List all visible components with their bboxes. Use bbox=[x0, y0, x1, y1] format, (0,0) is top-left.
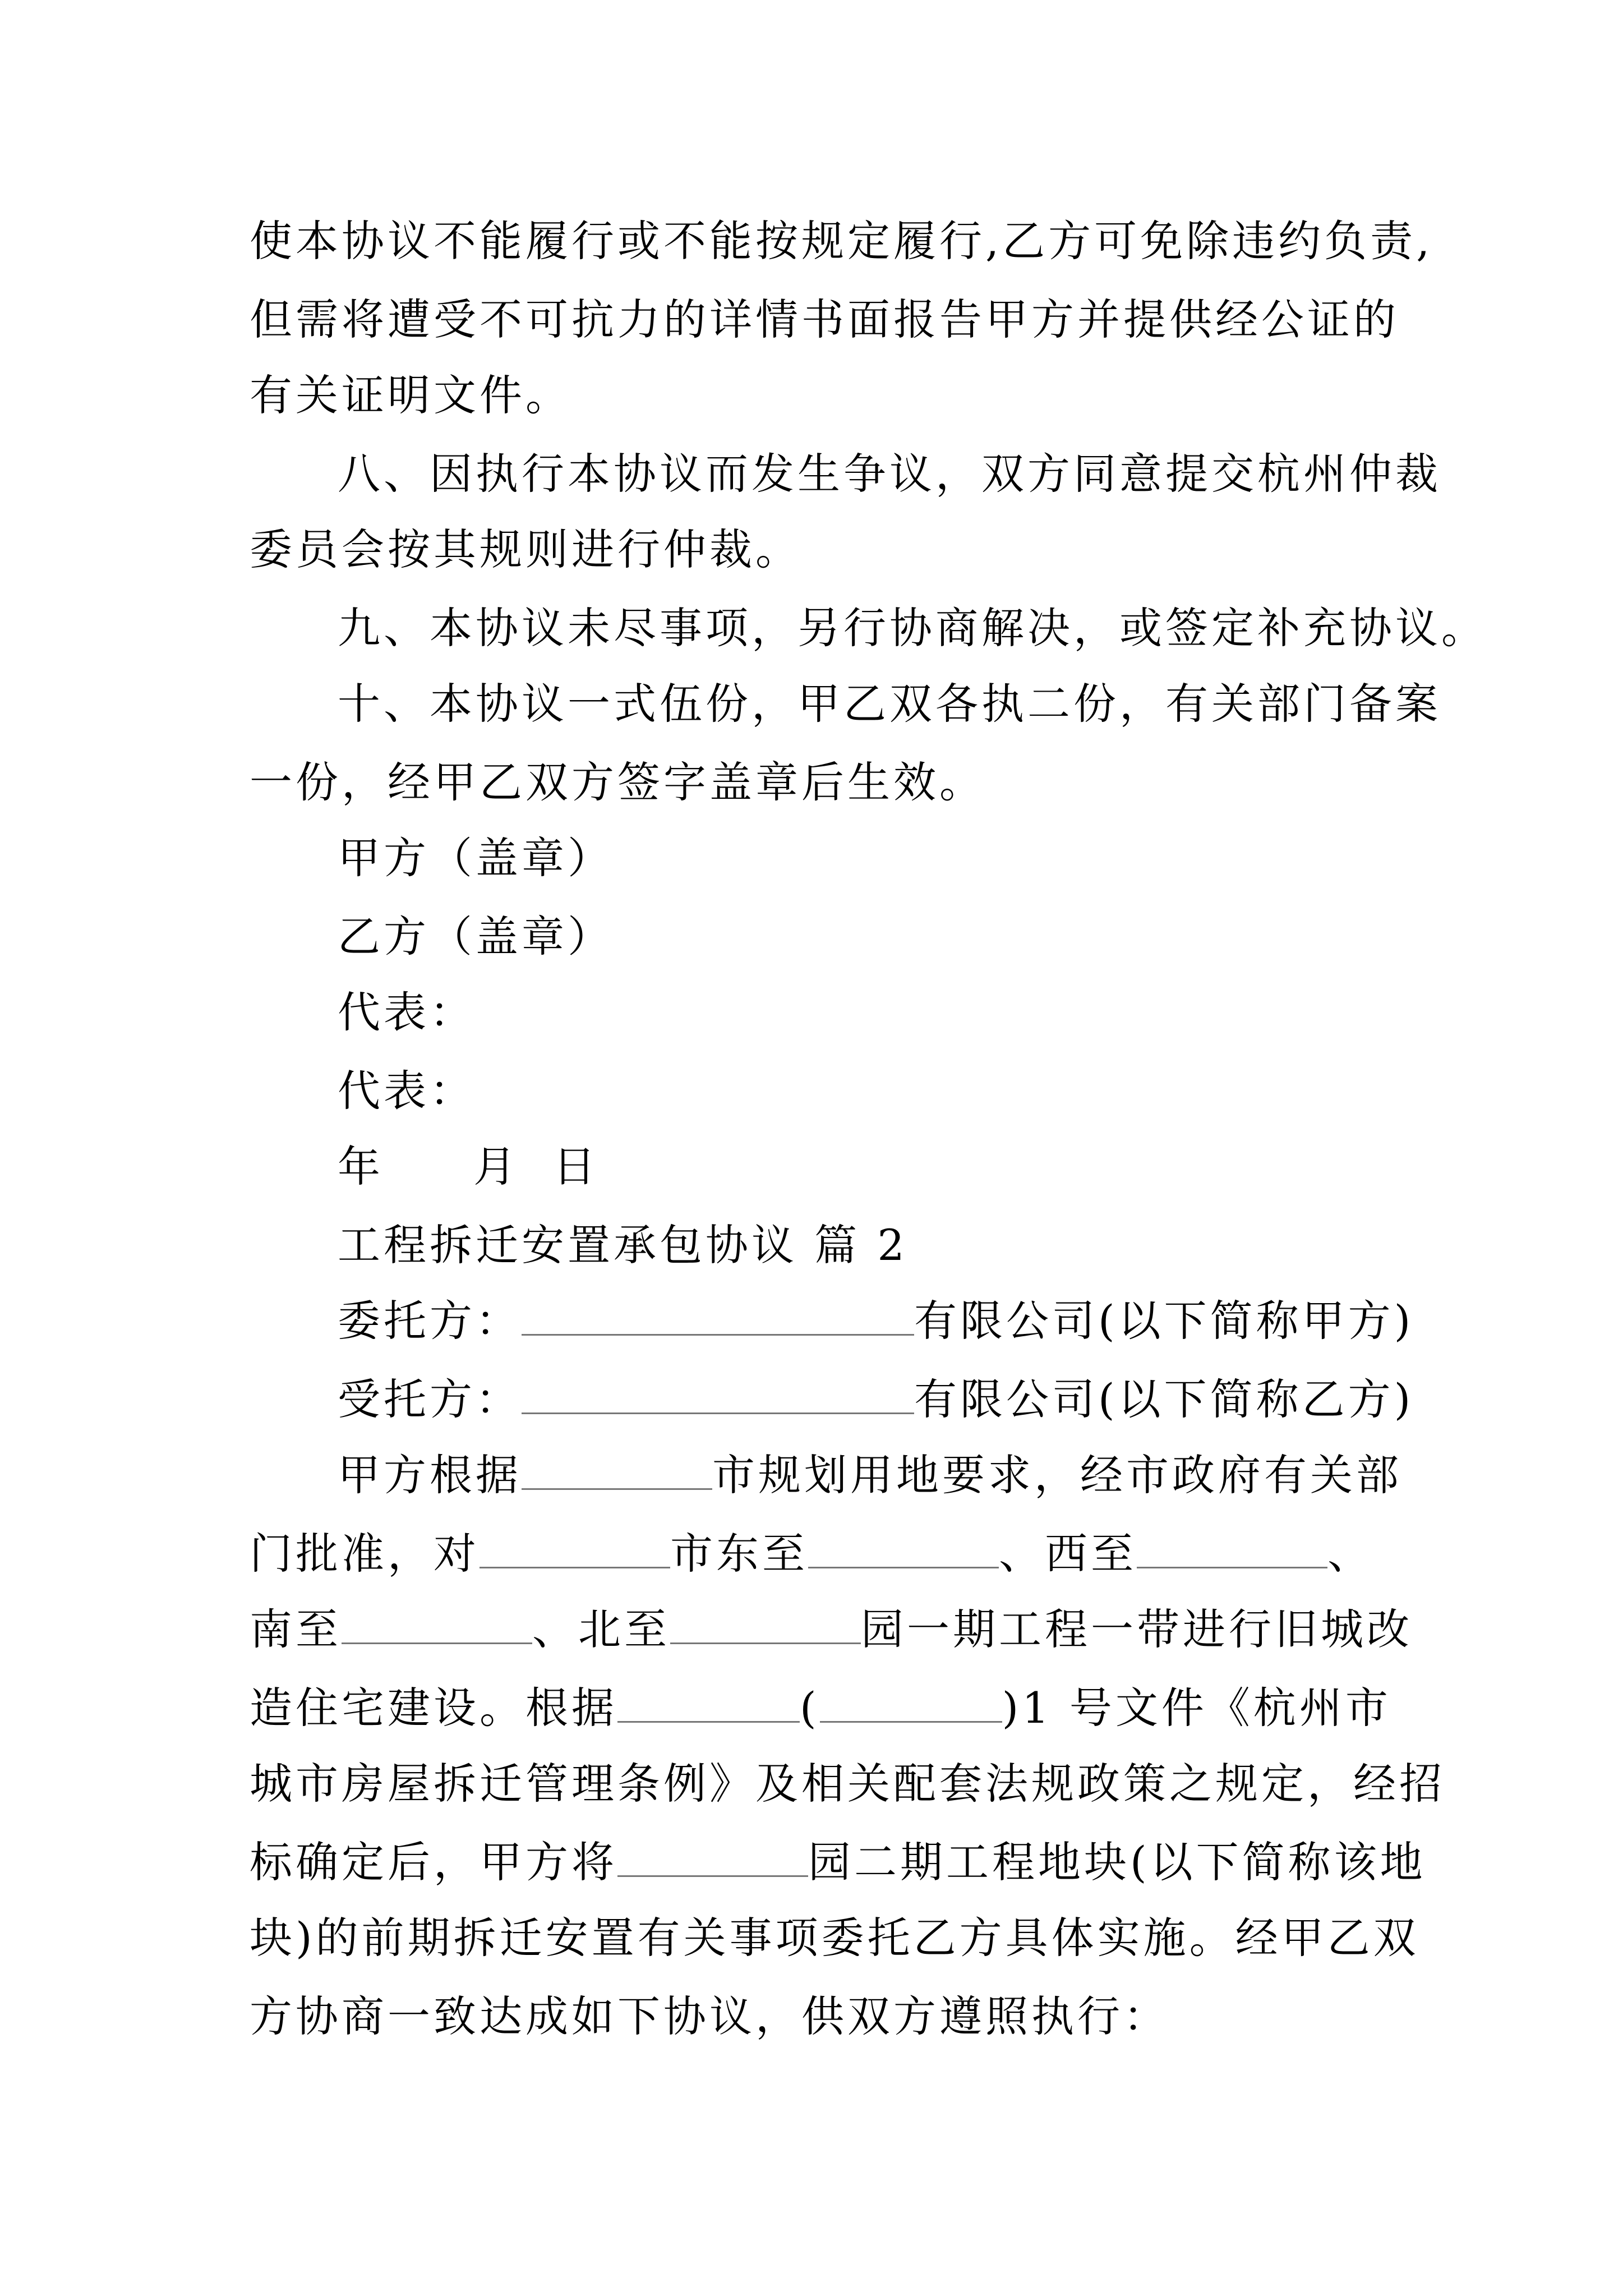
text-segment: 、西至 bbox=[999, 1529, 1137, 1579]
blank-field bbox=[522, 1456, 712, 1490]
agent-suffix: 有限公司(以下简称乙方) bbox=[914, 1374, 1414, 1424]
body-line-5: 城市房屋拆迁管理条例》及相关配套法规政策之规定，经招 bbox=[250, 1759, 1445, 1809]
text-segment: 、北至 bbox=[532, 1604, 670, 1654]
party-b-seal: 乙方（盖章） bbox=[338, 912, 614, 961]
date-day: 日 bbox=[553, 1142, 599, 1191]
representative-b: 代表： bbox=[338, 1066, 476, 1116]
text-segment: 门批准，对 bbox=[250, 1529, 479, 1579]
text-segment: 造住宅建设。根据 bbox=[250, 1683, 617, 1733]
representative-a: 代表： bbox=[338, 987, 476, 1037]
body-line-7: 块)的前期拆迁安置有关事项委托乙方具体实施。经甲乙双 bbox=[250, 1913, 1419, 1963]
text-segment: 园二期工程地块(以下简称该地 bbox=[808, 1837, 1426, 1887]
body-line-6 bbox=[250, 1834, 1426, 1890]
body-line-4 bbox=[250, 1680, 1391, 1736]
date-year: 年 bbox=[338, 1142, 384, 1191]
blank-field bbox=[617, 1688, 800, 1723]
principal-label: 委托方： bbox=[338, 1296, 522, 1346]
text-line: 使本协议不能履行或不能按规定履行,乙方可免除违约负责, bbox=[250, 216, 1433, 266]
text-segment: 园一期工程一带进行旧城改 bbox=[861, 1604, 1413, 1654]
party-a-seal: 甲方（盖章） bbox=[338, 833, 614, 883]
body-line-2 bbox=[250, 1526, 1373, 1582]
section-title: 工程拆迁安置承包协议 篇 2 bbox=[338, 1220, 908, 1270]
clause-ten: 十、本协议一式伍份，甲乙双各执二份，有关部门备案 bbox=[338, 679, 1441, 729]
text-segment: 甲方根据 bbox=[338, 1450, 522, 1500]
blank-field bbox=[670, 1610, 861, 1644]
agent-label: 受托方： bbox=[338, 1374, 522, 1424]
blank-field bbox=[1137, 1534, 1327, 1568]
body-line-3 bbox=[250, 1602, 1413, 1658]
blank-field bbox=[617, 1843, 808, 1877]
clause-eight: 八、因执行本协议而发生争议，双方同意提交杭州仲裁 bbox=[338, 449, 1441, 499]
text-segment: )1 号文件《杭州市 bbox=[1002, 1683, 1391, 1733]
blank-field bbox=[820, 1688, 1002, 1723]
body-line-1 bbox=[338, 1447, 1402, 1503]
date-line bbox=[338, 1139, 599, 1195]
blank-field bbox=[808, 1534, 999, 1568]
text-segment: 标确定后，甲方将 bbox=[250, 1837, 617, 1887]
date-month: 月 bbox=[473, 1142, 519, 1191]
principal-suffix: 有限公司(以下简称甲方) bbox=[914, 1296, 1414, 1346]
text-segment: 市东至 bbox=[670, 1529, 808, 1579]
text-segment: 、 bbox=[1327, 1529, 1373, 1579]
text-line: 但需将遭受不可抗力的详情书面报告甲方并提供经公证的 bbox=[250, 295, 1399, 344]
clause-nine: 九、本协议未尽事项，另行协商解决，或签定补充协议。 bbox=[338, 603, 1487, 653]
blank-field bbox=[522, 1301, 914, 1336]
body-line-8: 方协商一致达成如下协议，供双方遵照执行： bbox=[250, 1991, 1169, 2041]
text-line: 一份，经甲乙双方签字盖章后生效。 bbox=[250, 757, 985, 807]
text-segment: 南至 bbox=[250, 1604, 342, 1654]
agent-line bbox=[338, 1372, 1414, 1428]
blank-field bbox=[522, 1380, 914, 1414]
text-segment: ( bbox=[800, 1683, 820, 1733]
text-line: 有关证明文件。 bbox=[250, 370, 571, 420]
blank-field bbox=[342, 1610, 532, 1644]
text-segment: 市规划用地要求，经市政府有关部 bbox=[712, 1450, 1402, 1500]
text-line: 委员会按其规则进行仲裁。 bbox=[250, 524, 801, 574]
blank-field bbox=[479, 1534, 670, 1568]
principal-line bbox=[338, 1293, 1414, 1349]
